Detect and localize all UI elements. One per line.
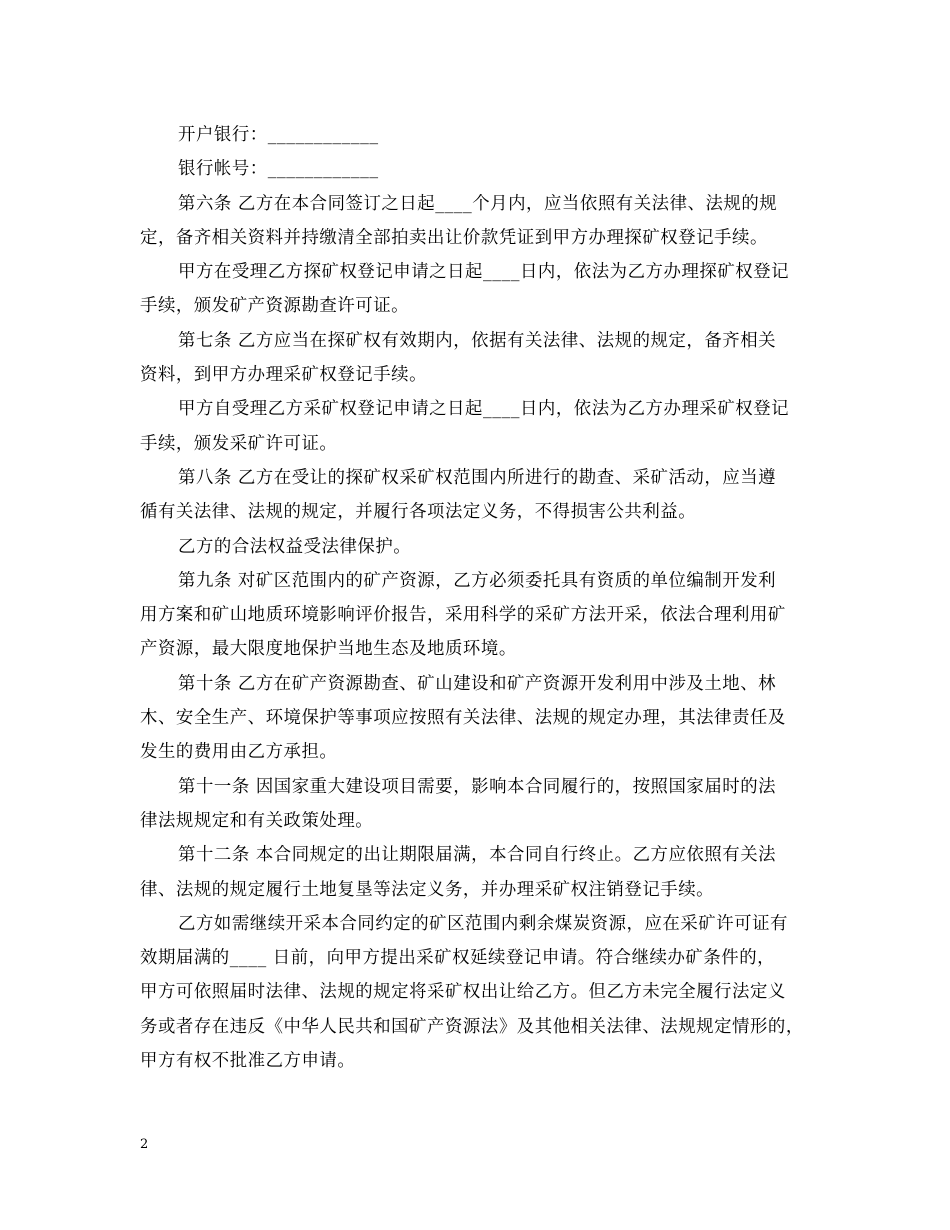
page-number: 2 [140,1137,149,1152]
text-line: 循有关法律、法规的规定，并履行各项法定义务，不得损害公共利益。 [140,502,697,523]
text-line: 甲方有权不批准乙方申请。 [140,1051,356,1072]
text-line: 务或者存在违反《中华人民共和国矿产资源法》及其他相关法律、法规规定情形的， [140,1016,804,1037]
text-line: 第七条 乙方应当在探矿权有效期内，依据有关法律、法规的规定，备齐相关 [178,330,777,351]
text-line: 第八条 乙方在受让的探矿权采矿权范围内所进行的勘查、采矿活动，应当遵 [178,467,777,488]
text-line: 第十条 乙方在矿产资源勘查、矿山建设和矿产资源开发利用中涉及土地、林 [178,673,777,694]
text-line: 第九条 对矿区范围内的矿产资源，乙方必须委托具有资质的单位编制开发利 [178,570,777,591]
text-line: 律法规规定和有关政策处理。 [140,810,374,831]
text-line: 银行帐号：____________ [178,159,379,180]
text-line: 手续，颁发采矿许可证。 [140,433,338,454]
text-line: 甲方可依照届时法律、法规的规定将采矿权出让给乙方。但乙方未完全履行法定义 [140,982,786,1003]
text-line: 第十一条 因国家重大建设项目需要，影响本合同履行的，按照国家届时的法 [178,776,777,797]
text-line: 第六条 乙方在本合同签订之日起____个月内，应当依照有关法律、法规的规 [178,193,778,214]
text-line: 开户银行：____________ [178,125,379,145]
text-line: 定，备齐相关资料并持缴清全部拍卖出让价款凭证到甲方办理探矿权登记手续。 [140,227,768,248]
text-line: 乙方的合法权益受法律保护。 [178,536,412,557]
text-line: 甲方在受理乙方探矿权登记申请之日起____日内，依法为乙方办理探矿权登记 [178,262,790,283]
text-line: 木、安全生产、环境保护等事项应按照有关法律、法规的规定办理，其法律责任及 [140,708,786,729]
text-line: 产资源，最大限度地保护当地生态及地质环境。 [140,639,517,660]
text-line: 甲方自受理乙方采矿权登记申请之日起____日内，依法为乙方办理采矿权登记 [178,399,790,420]
text-line: 乙方如需继续开采本合同约定的矿区范围内剩余煤炭资源，应在采矿许可证有 [178,913,788,934]
text-line: 资料，到甲方办理采矿权登记手续。 [140,365,428,386]
text-line: 律、法规的规定履行土地复垦等法定义务，并办理采矿权注销登记手续。 [140,879,715,900]
contract-body [140,118,820,1078]
text-line: 第十二条 本合同规定的出让期限届满，本合同自行终止。乙方应依照有关法 [178,845,777,866]
text-line: 手续，颁发矿产资源勘查许可证。 [140,296,410,317]
text-line: 发生的费用由乙方承担。 [140,742,338,763]
text-line: 效期届满的____ 日前，向甲方提出采矿权延续登记申请。符合继续办矿条件的， [140,948,776,969]
text-line: 用方案和矿山地质环境影响评价报告，采用科学的采矿方法开采，依法合理利用矿 [140,605,786,626]
